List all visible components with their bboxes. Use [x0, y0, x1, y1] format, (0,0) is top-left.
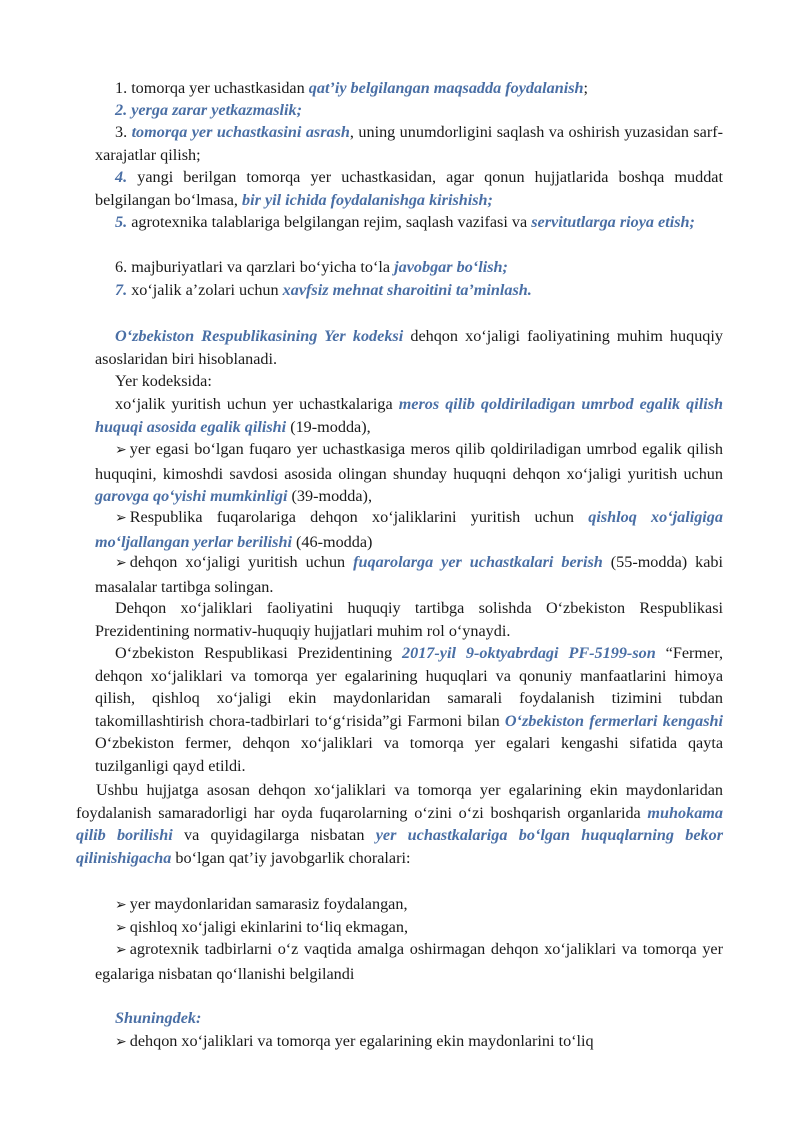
land-code-paragraph [95, 393, 723, 438]
president-paragraph-text: Dehqon xo‘jaliklari faoliyatini huquqiy tartibga solishda O‘zbekiston Respublikasi Prezidentining normativ-huquqiy hujjatlari muhim rol o‘ynaydi. [95, 599, 723, 640]
duty-7-number: 7. [115, 281, 128, 299]
list-item-end: (55-modda) kabi masalalar tartibga solingan. [95, 553, 723, 596]
land-code-intro-text: dehqon xo‘jaligi faoliyatining muhim huquqiy asoslaridan biri hisoblanadi. [95, 327, 723, 368]
list-item-text: yer egasi bo‘lgan fuqaro yer uchastkasiga meros qilib qoldiriladigan umrbod egalik qilish huquqini, kimoshdi savdosi asosida olingan shunday huquqni dehqon xo‘jaligi yuritish uchun [95, 440, 723, 483]
arrowhead-bullet-icon: ➢ [115, 898, 127, 913]
arrowhead-bullet-icon: ➢ [115, 921, 127, 936]
duty-1-end: ; [583, 79, 589, 97]
list-item-end: (46-modda) [291, 532, 373, 551]
list-item-text: agrotexnik tadbirlarni o‘z vaqtida amalga oshirmagan dehqon xo‘jaliklari va tomorqa yer egalariga nisbatan qo‘llanishi belgilandi [95, 940, 723, 983]
basis-paragraph [76, 779, 723, 869]
duty-4-text: yangi berilgan tomorqa yer uchastkasidan, agar qonun hujjatlarida boshqa muddat belgilangan bo‘lmasa, [95, 168, 723, 209]
likewise-label-text: Shuningdek: [115, 1009, 202, 1027]
duty-7-text: xo‘jalik a’zolari uchun [127, 281, 283, 299]
duty-3 [95, 121, 723, 166]
arrowhead-bullet-icon: ➢ [115, 943, 127, 958]
land-code-label-text: Yer kodeksida: [115, 372, 212, 390]
list-item-emphasis: fuqarolarga yer uchastkalari berish [353, 553, 603, 571]
land-code-paragraph-text: xo‘jalik yuritish uchun yer uchastkalariga [115, 395, 399, 413]
basis-emphasis-rights: yer uchastkalariga bo‘lgan huquqlarning bekor qilinishigacha [76, 826, 723, 867]
list-item-end: (39-modda), [287, 487, 372, 505]
decree-reference: 2017-yil 9-oktyabrdagi PF-5199-son [402, 644, 656, 662]
president-paragraph [95, 597, 723, 642]
list-item [95, 506, 723, 553]
land-code-intro [95, 325, 723, 370]
arrowhead-bullet-icon: ➢ [115, 443, 127, 458]
duty-2 [95, 99, 723, 122]
duty-7 [95, 279, 723, 302]
list-item [95, 938, 723, 985]
list-item [95, 916, 723, 941]
duty-3-emphasis: tomorqa yer uchastkasini asrash [131, 123, 350, 141]
list-item [95, 1030, 723, 1055]
list-item-emphasis: qishloq xo‘jaligiga mo‘ljallangan yerlar berilishi [95, 508, 723, 551]
farmers-council-name: O‘zbekiston fermerlari kengashi [504, 711, 723, 730]
decree-paragraph [95, 642, 723, 777]
duty-7-emphasis: xavfsiz mehnat sharoitini ta’minlash. [282, 281, 532, 299]
list-item [95, 893, 723, 918]
arrowhead-bullet-icon: ➢ [115, 511, 127, 526]
basis-paragraph-end: bo‘lgan qat’iy javobgarlik choralari: [171, 848, 411, 867]
decree-paragraph-end: O‘zbekiston fermer, dehqon xo‘jaliklari va tomorqa yer egalari kengashi sifatida qayta tuzilganligi qayd etildi. [95, 734, 723, 775]
list-item-emphasis: garovga qo‘yishi mumkinligi [95, 487, 288, 505]
duty-6-emphasis: javobgar bo‘lish; [394, 258, 508, 276]
list-item-text: Respublika fuqarolariga dehqon xo‘jaliklarini yuritish uchun [129, 508, 589, 526]
duty-3-text: , uning unumdorligini saqlash va oshirish yuzasidan sarf-xarajatlar qilish; [95, 123, 723, 164]
list-item-text: yer maydonlaridan samarasiz foydalangan, [129, 895, 408, 913]
duty-5 [95, 211, 723, 234]
duty-1-emphasis: qat’iy belgilangan maqsadda foydalanish [308, 79, 584, 97]
duty-4-number: 4. [115, 168, 128, 186]
list-item-text: dehqon xo‘jaligi yuritish uchun [129, 553, 354, 571]
basis-paragraph-middle: va quyidagilarga nisbatan [172, 826, 376, 844]
arrowhead-bullet-icon: ➢ [115, 1035, 127, 1050]
duty-4 [95, 166, 723, 211]
likewise-label [95, 1007, 723, 1030]
duty-5-number: 5. [115, 213, 128, 231]
duty-6-text: 6. majburiyatlari va qarzlari bo‘yicha to‘la [115, 258, 395, 276]
list-item [95, 551, 723, 598]
basis-emphasis-discussion: muhokama qilib borilishi [76, 803, 723, 844]
land-code-paragraph-end: (19-modda), [286, 417, 371, 436]
basis-paragraph-text: Ushbu hujjatga asosan dehqon xo‘jaliklari va tomorqa yer egalarining ekin maydonlaridan foydalanish samaradorligi har oyda fuqarolarning o‘zini o‘zi boshqarish organlarida [76, 781, 723, 822]
duty-4-emphasis: bir yil ichida foydalanishga kirishish; [242, 190, 493, 209]
duty-6 [95, 256, 723, 279]
duty-5-text: agrotexnika talablariga belgilangan rejim, saqlash vazifasi va [127, 213, 532, 231]
arrowhead-bullet-icon: ➢ [115, 556, 127, 571]
list-item [95, 438, 723, 508]
list-item-text: qishloq xo‘jaligi ekinlarini to‘liq ekmagan, [129, 918, 409, 936]
duty-1-text: 1. tomorqa yer uchastkasidan [115, 79, 309, 97]
list-item-text: dehqon xo‘jaliklari va tomorqa yer egalarining ekin maydonlarini to‘liq [129, 1032, 594, 1050]
decree-paragraph-text: O‘zbekiston Respublikasi Prezidentining [115, 644, 403, 662]
decree-title-text: “Fermer, dehqon xo‘jaliklari va tomorqa yer egalarining huquqlari va qonuniy manfaatlarini himoya qilish, qishloq xo‘jaligi ekin maydonlaridan samarali foydalanish tizimini tubdan takomillashtirish chora-tadbirlari to‘g‘risida”gi Farmoni bilan [95, 644, 723, 730]
land-code-title: O‘zbekiston Respublikasining Yer kodeksi [115, 327, 404, 345]
duty-1 [95, 77, 723, 100]
duty-5-emphasis: servitutlarga rioya etish; [531, 213, 695, 231]
land-code-label [95, 370, 723, 393]
duty-3-number: 3. [115, 123, 132, 141]
duty-2-emphasis: 2. yerga zarar yetkazmaslik; [115, 101, 303, 119]
land-code-paragraph-emphasis: meros qilib qoldiriladigan umrbod egalik qilish huquqi asosida egalik qilishi [95, 395, 723, 436]
